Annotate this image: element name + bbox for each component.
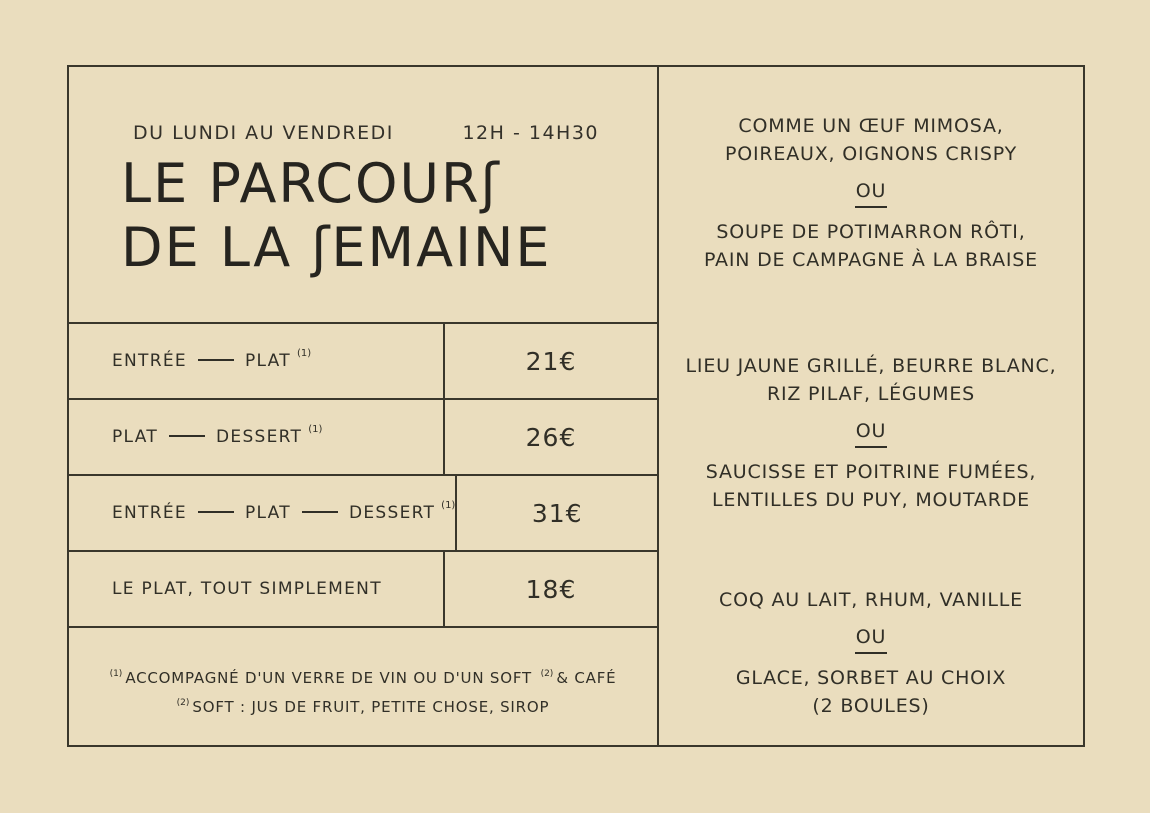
separator-row [659,623,1083,654]
dish-line: SOUPE DE POTIMARRON RÔTI, [716,221,1026,243]
course-name: ENTRÉE [112,503,187,523]
dish-line: (2 BOULES) [812,695,930,717]
menu-header [69,67,657,322]
table-row-entree-plat-dessert [69,474,657,550]
course-name: DESSERT [216,427,303,447]
dash-connector [198,511,234,513]
row-label [69,552,443,626]
footnote-2 [69,691,657,720]
footnote-ref: (2) [540,669,554,679]
row-price: 26€ [443,400,657,474]
table-row-entree-plat [69,322,657,398]
dishes-panel [659,67,1083,745]
footnote-ref: (1) [109,669,123,679]
formulas-panel [69,67,659,745]
course-name: PLAT [244,351,291,371]
footnote-ref: (1) [296,347,312,359]
title-line-1: LE PARCOURʃ [121,152,501,215]
row-label [69,324,443,398]
course-name: PLAT [112,427,159,447]
dash-connector [198,359,234,361]
footnote-text: ACCOMPAGNÉ D'UN VERRE DE VIN OU D'UN SOFT [125,669,532,687]
dish-line: RIZ PILAF, LÉGUMES [766,383,976,405]
dish-line: POIREAUX, OIGNONS CRISPY [725,143,1017,165]
row-price: 18€ [443,552,657,626]
dish-line: GLACE, SORBET AU CHOIX [735,667,1007,689]
dish-line: COQ AU LAIT, RHUM, VANILLE [719,589,1023,611]
dish-line: PAIN DE CAMPAGNE À LA BRAISE [704,249,1038,271]
row-label [69,476,455,550]
or-separator: OU [855,177,887,208]
or-separator: OU [855,417,887,448]
dash-connector [302,511,338,513]
dish-line: SAUCISSE ET POITRINE FUMÉES, [705,461,1037,483]
footnotes [69,626,657,745]
row-price: 31€ [455,476,657,550]
page-title [121,152,657,280]
course-entree [659,112,1083,274]
footnote-ref: (1) [441,499,456,511]
course-name: PLAT [244,503,291,523]
pricing-table [69,322,657,626]
footnote-text: SOFT : JUS DE FRUIT, PETITE CHOSE, SIROP [192,698,550,716]
course-name: LE PLAT, TOUT SIMPLEMENT [112,579,382,599]
row-label [69,400,443,474]
course-plat [659,352,1083,514]
schedule-days: DU LUNDI AU VENDREDI [133,122,394,144]
dish-line: LIEU JAUNE GRILLÉ, BEURRE BLANC, [685,355,1057,377]
separator-row [659,177,1083,208]
or-separator: OU [855,623,887,654]
table-row-plat-dessert [69,398,657,474]
dish-line: COMME UN ŒUF MIMOSA, [738,115,1004,137]
menu-card [67,65,1085,747]
title-line-2: DE LA ʃEMAINE [121,216,552,279]
footnote-text: & CAFÉ [556,669,617,687]
footnote-1 [69,662,657,691]
course-name: DESSERT [348,503,436,523]
course-name: ENTRÉE [112,351,187,371]
schedule-row [121,122,599,144]
row-price: 21€ [443,324,657,398]
footnote-ref: (1) [308,423,323,435]
dash-connector [169,435,205,437]
dish-line: LENTILLES DU PUY, MOUTARDE [712,489,1030,511]
table-row-plat-seul [69,550,657,626]
schedule-hours: 12H - 14H30 [462,122,599,144]
course-dessert [659,586,1083,720]
separator-row [659,417,1083,448]
footnote-ref: (2) [176,698,190,708]
